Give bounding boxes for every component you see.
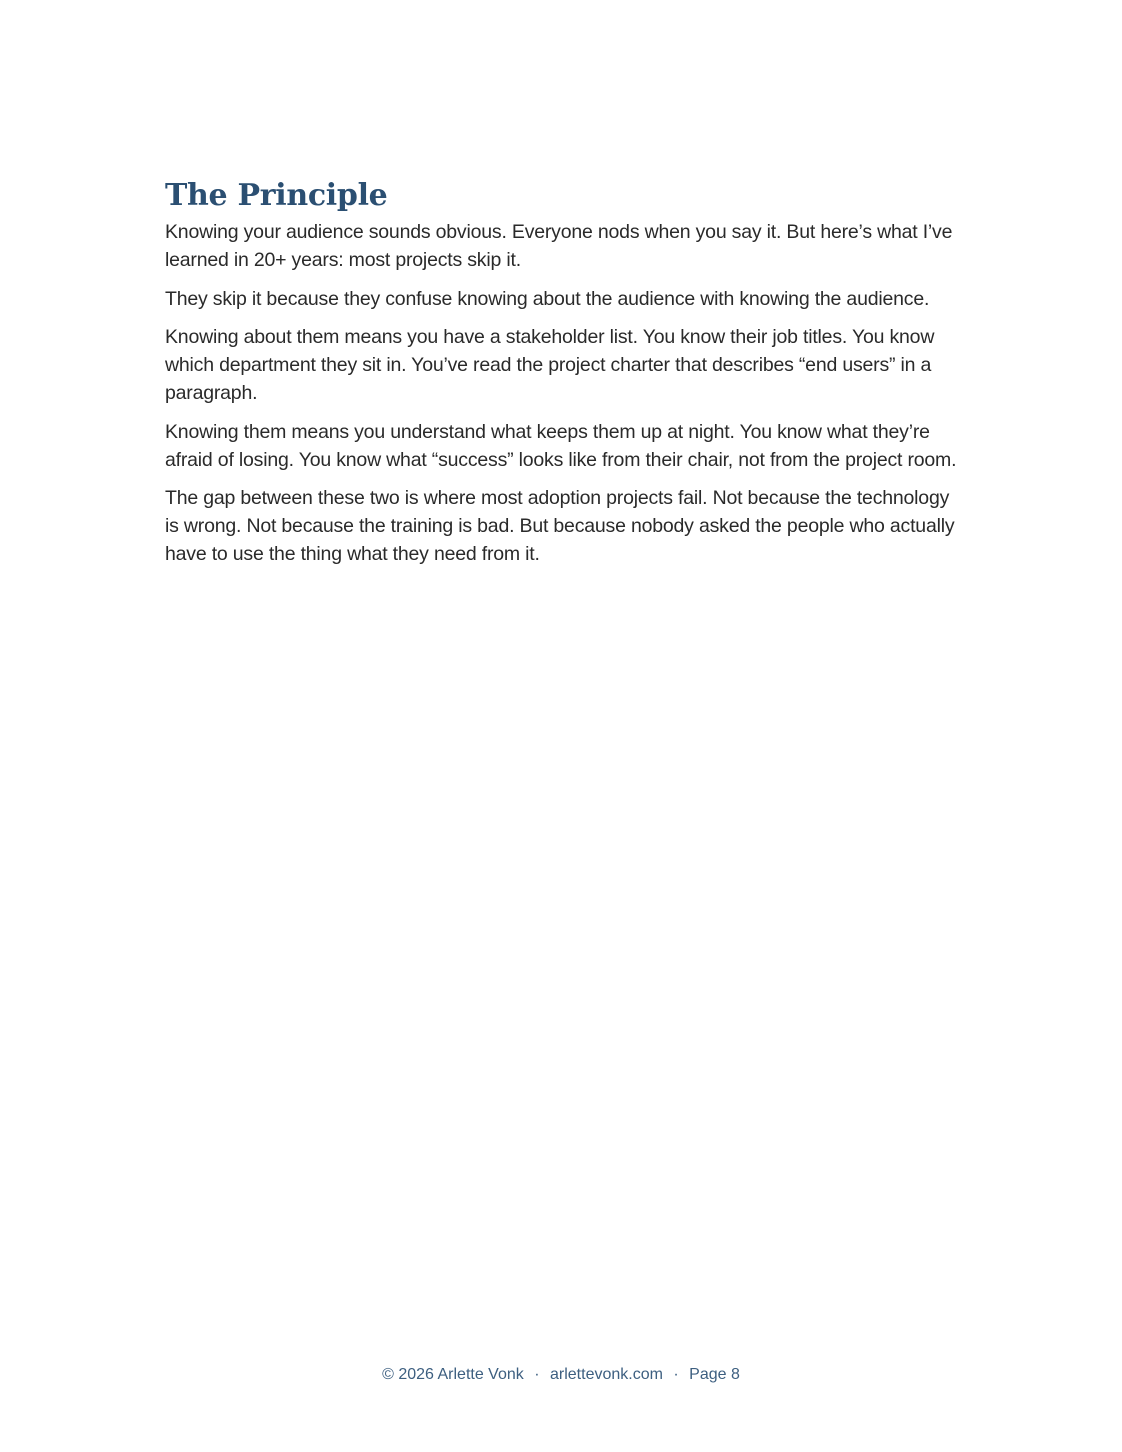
footer-copyright: © 2026 Arlette Vonk <box>382 1366 524 1383</box>
section-heading: The Principle <box>165 178 388 213</box>
footer-separator: · <box>673 1366 679 1383</box>
footer-website-link[interactable]: arlettevonk.com <box>550 1366 663 1383</box>
page-footer <box>0 1364 1122 1386</box>
footer-separator: · <box>534 1366 540 1383</box>
paragraph-1: Knowing your audience sounds obvious. Everyone nods when you say it. But here’s what I’ve learned in 20+ years: most projects skip it. <box>165 221 953 271</box>
paragraph-3: Knowing about them means you have a stakeholder list. You know their job titles. You know which department they sit in. You’ve read the project charter that describes “end users” in a paragraph. <box>165 326 935 404</box>
paragraph-4: Knowing them means you understand what keeps them up at night. You know what they’re afraid of losing. You know what “success” looks like from their chair, not from the project room. <box>165 420 957 471</box>
footer-page-number: Page 8 <box>689 1366 740 1383</box>
section-content <box>165 176 965 579</box>
paragraph-5: The gap between these two is where most adoption projects fail. Not because the technology is wrong. Not because the training is bad. But because nobody asked the people who actually have to use the thing what they need from it. <box>165 487 955 565</box>
paragraph-2: They skip it because they confuse knowing about the audience with knowing the audience. <box>165 287 930 310</box>
